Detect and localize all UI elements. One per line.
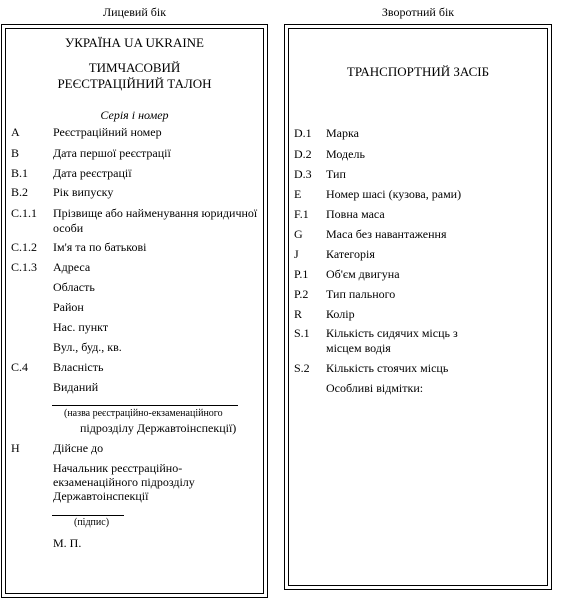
- issuer-caption-line2: [80, 421, 260, 436]
- vehicle-heading: ТРАНСПОРТНИЙ ЗАСІБ: [346, 64, 490, 79]
- field-code: A: [11, 125, 20, 139]
- field-label: Категорія: [326, 247, 375, 261]
- field-label: Кількість стоячих місць: [326, 361, 449, 375]
- field-code: R: [294, 307, 303, 321]
- field-code: P.1: [294, 267, 309, 281]
- field-code: B: [11, 146, 20, 160]
- field-label: Нас. пункт: [53, 320, 109, 334]
- back-side-title: Зворотний бік: [381, 5, 455, 19]
- field-code: P.2: [294, 287, 309, 301]
- signature-caption: (підпис): [74, 517, 110, 528]
- field-label: Дійсне до: [53, 441, 104, 455]
- card-title-line2: РЕЄСТРАЦІЙНИЙ ТАЛОН: [57, 76, 212, 91]
- issuer-caption-line1: (назва реєстраційно-екзаменаційного: [64, 408, 223, 419]
- field-label: Марка: [326, 126, 359, 140]
- field-code: F.1: [294, 207, 309, 221]
- field-label: Виданий: [53, 380, 99, 394]
- chief-text: Начальник реєстраційно-: [53, 461, 183, 475]
- field-label: Об'єм двигуна: [326, 267, 400, 281]
- chief-text: Державтоінспекції: [53, 489, 149, 503]
- field-code: C.1.1: [11, 206, 38, 220]
- series-and-number: Серія і номер: [100, 108, 169, 122]
- field-label: Колір: [326, 307, 355, 321]
- chief-text: екзаменаційного підрозділу: [53, 475, 195, 489]
- field-code: G: [294, 227, 303, 241]
- field-code: B.2: [11, 185, 29, 199]
- field-label: Район: [53, 300, 84, 314]
- issuer-caption-text: підрозділу Державтоінспекції): [80, 421, 237, 435]
- field-code: D.1: [294, 126, 312, 140]
- field-code: J: [294, 247, 299, 261]
- field-label: Дата реєстрації: [53, 166, 132, 180]
- field-code: B.1: [11, 166, 29, 180]
- field-label: Ім'я та по батькові: [53, 240, 147, 254]
- front-card: [1, 24, 268, 598]
- country-heading: УКРАЇНА UA UKRAINE: [65, 35, 204, 50]
- field-code: S.1: [294, 326, 310, 340]
- signature-line: [52, 515, 124, 516]
- back-card: [284, 24, 552, 590]
- field-label: Реєстраційний номер: [53, 125, 162, 139]
- field-code: D.3: [294, 167, 312, 181]
- field-label: Номер шасі (кузова, рами): [326, 187, 462, 201]
- field-label: Маса без навантаження: [326, 227, 447, 241]
- field-label: Вул., буд., кв.: [53, 340, 122, 354]
- stamp-label: М. П.: [53, 536, 82, 550]
- field-label: Модель: [326, 147, 365, 161]
- field-code: C.1.2: [11, 240, 38, 254]
- field-label: Адреса: [53, 260, 91, 274]
- field-code: C.1.3: [11, 260, 38, 274]
- field-label: Рік випуску: [53, 185, 114, 199]
- field-label: Повна маса: [326, 207, 385, 221]
- field-label: Тип: [326, 167, 346, 181]
- field-code: E: [294, 187, 302, 201]
- field-label: Особливі відмітки:: [326, 381, 424, 395]
- field-label: Кількість сидячих місць з місцем водія: [326, 326, 458, 355]
- field-label: Власність: [53, 360, 104, 374]
- field-code: C.4: [11, 360, 29, 374]
- front-side-title: Лицевий бік: [102, 5, 167, 19]
- field-label: Тип пального: [326, 287, 396, 301]
- card-title-line1: ТИМЧАСОВИЙ: [88, 60, 181, 75]
- issuer-underline: [52, 405, 238, 406]
- field-code: S.2: [294, 361, 310, 375]
- field-code: D.2: [294, 147, 312, 161]
- field-label: Дата першої реєстрації: [53, 146, 171, 160]
- field-label: Область: [53, 280, 95, 294]
- field-label: Прізвище або найменування юридичної особи: [53, 206, 258, 235]
- field-code: H: [11, 441, 20, 455]
